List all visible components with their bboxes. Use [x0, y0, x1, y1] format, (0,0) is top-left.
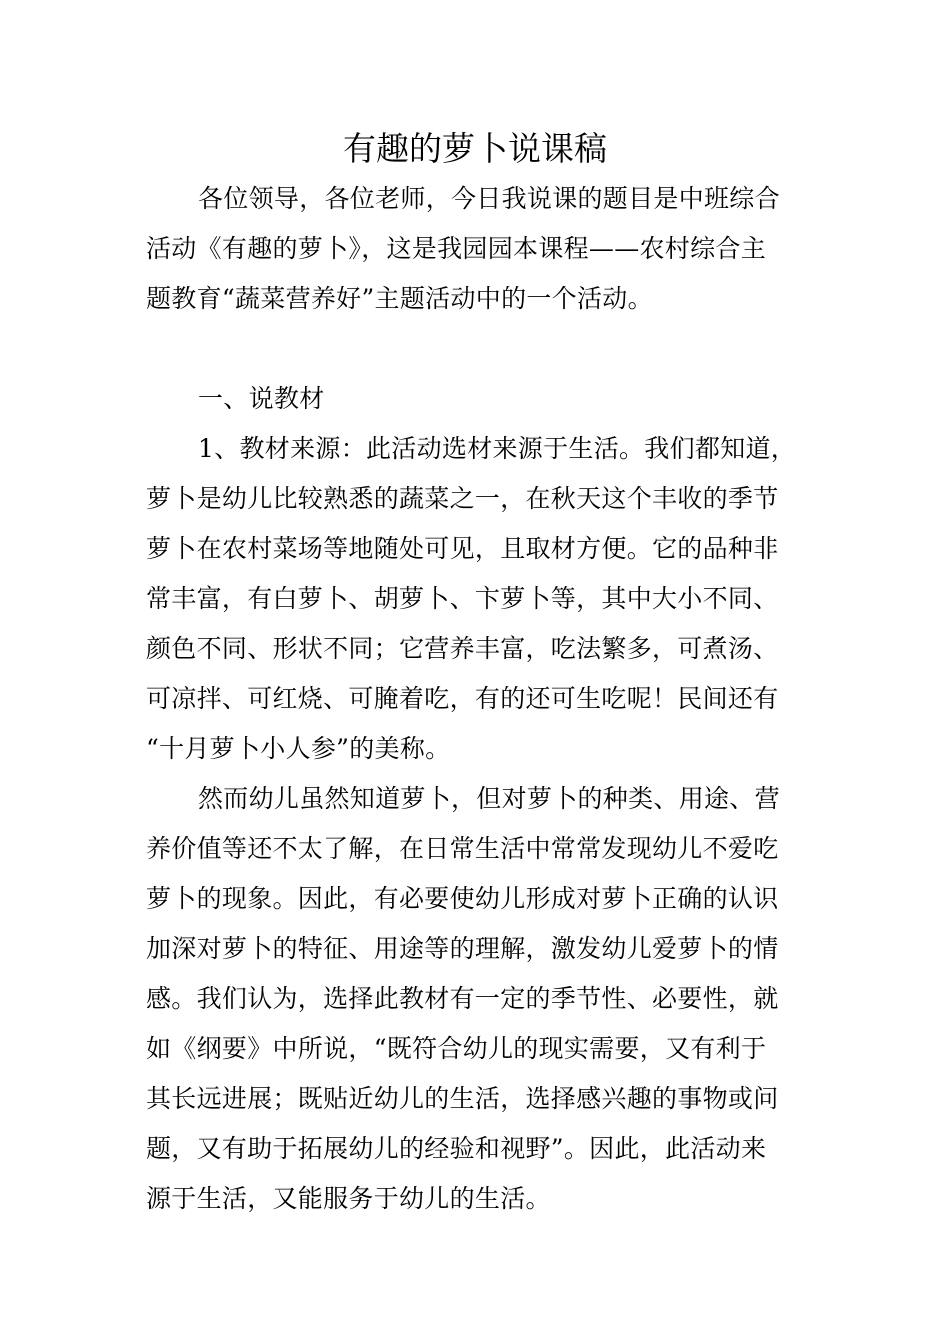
para1-line-5: 颜色不同、形状不同；它营养丰富，吃法繁多，可煮汤、	[146, 634, 779, 663]
intro-line-2: 活动《有趣的萝卜》，这是我园园本课程——农村综合主	[146, 234, 767, 263]
para1-line-1: 1、教材来源：此活动选材来源于生活。我们都知道，	[198, 434, 797, 463]
document-title: 有趣的萝卜说课稿	[343, 129, 607, 168]
section-heading: 一、说教材	[198, 384, 325, 413]
para1-line-3: 萝卜在农村菜场等地随处可见，且取材方便。它的品种非	[146, 534, 779, 563]
para2-line-7: 其长远进展；既贴近幼儿的生活，选择感兴趣的事物或问	[146, 1084, 779, 1113]
para2-line-8: 题，又有助于拓展幼儿的经验和视野”。因此，此活动来	[146, 1134, 767, 1163]
para2-line-4: 加深对萝卜的特征、用途等的理解，激发幼儿爱萝卜的情	[146, 934, 779, 963]
para2-line-9: 源于生活，又能服务于幼儿的生活。	[146, 1184, 551, 1213]
para2-line-5: 感。我们认为，选择此教材有一定的季节性、必要性，就	[146, 984, 779, 1013]
intro-line-3: 题教育“蔬菜营养好”主题活动中的一个活动。	[146, 284, 653, 313]
para1-line-4: 常丰富，有白萝卜、胡萝卜、卞萝卜等，其中大小不同、	[146, 584, 779, 613]
para2-line-1: 然而幼儿虽然知道萝卜，但对萝卜的种类、用途、营	[198, 784, 780, 813]
para2-line-2: 养价值等还不太了解，在日常生活中常常发现幼儿不爱吃	[146, 834, 779, 863]
para1-line-7: “十月萝卜小人参”的美称。	[146, 734, 451, 763]
para1-line-6: 可凉拌、可红烧、可腌着吃，有的还可生吃呢！民间还有	[146, 684, 779, 713]
para2-line-3: 萝卜的现象。因此，有必要使幼儿形成对萝卜正确的认识	[146, 884, 779, 913]
para2-line-6: 如《纲要》中所说，“既符合幼儿的现实需要，又有利于	[146, 1034, 767, 1063]
para1-line-2: 萝卜是幼儿比较熟悉的蔬菜之一，在秋天这个丰收的季节	[146, 484, 779, 513]
intro-line-1: 各位领导，各位老师，今日我说课的题目是中班综合	[198, 184, 780, 213]
